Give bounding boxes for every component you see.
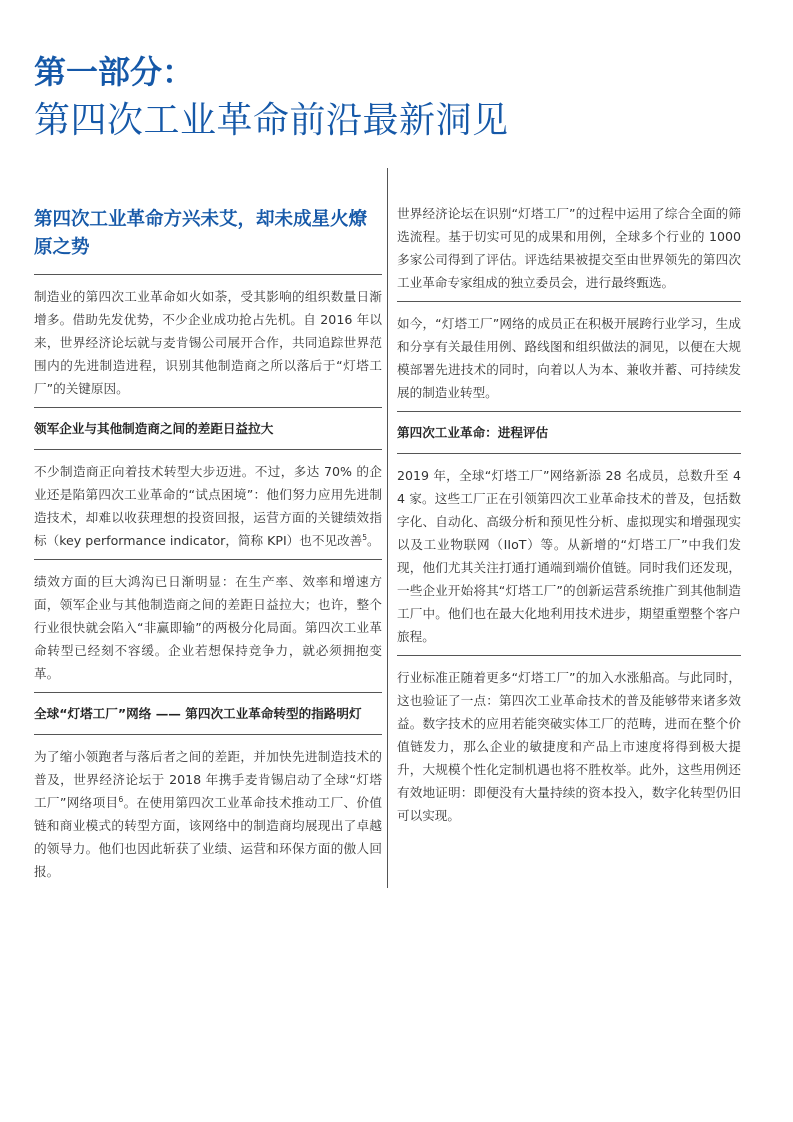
footnote-ref: 5 — [362, 532, 368, 542]
subheading-gap: 领军企业与其他制造商之间的差距日益拉大 — [34, 421, 274, 436]
subheading-network: 全球“灯塔工厂”网络 —— 第四次工业革命转型的指路明灯 — [34, 706, 362, 721]
left-column — [34, 200, 382, 890]
section-rule — [397, 411, 741, 412]
right-paragraph-2: 如今，“灯塔工厂”网络的成员正在积极开展跨行业学习，生成和分享有关最佳用例、路线图和组织做法的洞见，以便在大规模部署先进技术的同时，向着以人为本、兼收并蓄、可持续发展的制造业转型。 — [397, 316, 741, 400]
right-paragraph-3: 2019 年，全球“灯塔工厂”网络新添 28 名成员，总数升至 44 家。这些工厂正在引领第四次工业革命技术的普及，包括数字化、自动化、高级分析和预见性分析、虚拟现实和增强现实以及工业物联网（IIoT）等。从新增的“灯塔工厂”中我们发现，他们尤其关注打通打通端到端价值链。同时我们还发现，一些企业开始将其“灯塔工厂”的创新运营系统推广到其他制造工厂中。他们也在最大化地利用技术进步，期望重塑整个客户旅程。 — [397, 468, 741, 644]
section-rule — [34, 734, 382, 735]
column-divider — [387, 168, 388, 888]
intro-paragraph: 制造业的第四次工业革命如火如荼，受其影响的组织数量日渐增多。借助先发优势，不少企业成功抢占先机。自 2016 年以来，世界经济论坛就与麦肯锡公司展开合作，共同追踪世界范围内的先进制造进程，识别其他制造商之所以落后于“灯塔工厂”的关键原因。 — [34, 289, 382, 396]
network-paragraph — [34, 745, 382, 883]
subheading-progress: 第四次工业革命：进程评估 — [397, 425, 549, 440]
section-rule — [34, 692, 382, 693]
right-paragraph-1: 世界经济论坛在识别“灯塔工厂”的过程中运用了综合全面的筛选流程。基于切实可见的成果和用例，全球多个行业的 1000 多家公司得到了评估。评选结果被提交至由世界领先的第四次工业革命专家组成的独立委员会，进行最终甄选。 — [397, 206, 741, 290]
part-title: 第一部分： — [34, 53, 195, 91]
part-subtitle: 第四次工业革命前沿最新洞见 — [34, 100, 509, 141]
right-paragraph-4: 行业标准正随着更多“灯塔工厂”的加入水涨船高。与此同时，这也验证了一点：第四次工业革命技术的普及能够带来诸多效益。数字技术的应用若能突破实体工厂的范畴，进而在整个价值链发力，那么企业的敏捷度和产品上市速度将得到极大提升，大规模个性化定制机遇也将不胜枚举。此外，这些用例还有效地证明：即便没有大量持续的资本投入，数字化转型仍旧可以实现。 — [397, 670, 741, 823]
gap-paragraph-2: 绩效方面的巨大鸿沟已日渐明显：在生产率、效率和增速方面，领军企业与其他制造商之间的差距日益拉大；也许，整个行业很快就会陷入“非赢即输”的两极分化局面。第四次工业革命转型已经刻不容缓。企业若想保持竞争力，就必须拥抱变革。 — [34, 574, 382, 681]
section-rule — [34, 407, 382, 408]
section-rule — [397, 453, 741, 454]
section-heading: 第四次工业革命方兴未艾，却未成星火燎原之势 — [34, 209, 368, 258]
section-rule — [397, 301, 741, 302]
network-paragraph-start: 为了缩小领跑者与落后者之间的差距，并加快先进制造技术的普及，世界经济论坛于 2018 年携手麦肯锡启动了全球“灯塔工厂”网络项目 — [34, 749, 382, 810]
network-paragraph-end: 。在使用第四次工业革命技术推动工厂、价值链和商业模式的转型方面，该网络中的制造商均展现出了卓越的领导力。他们也因此斩获了业绩、运营和环保方面的傲人回报。 — [34, 795, 383, 879]
gap-paragraph-1 — [34, 460, 382, 552]
gap-paragraph-1-text: 不少制造商正向着技术转型大步迈进。不过，多达 70% 的企业还是陷第四次工业革命的“试点困境”：他们努力应用先进制造技术，却难以收获理想的投资回报，运营方面的关键绩效指标（key performance indicator，简称 KPI）也不见改善 — [34, 464, 382, 548]
footnote-ref: 6 — [118, 794, 124, 804]
section-rule — [34, 559, 382, 560]
right-column — [397, 202, 741, 834]
gap-paragraph-1-end: 。 — [367, 533, 380, 548]
section-rule — [34, 274, 382, 275]
section-rule — [397, 655, 741, 656]
section-rule — [34, 449, 382, 450]
